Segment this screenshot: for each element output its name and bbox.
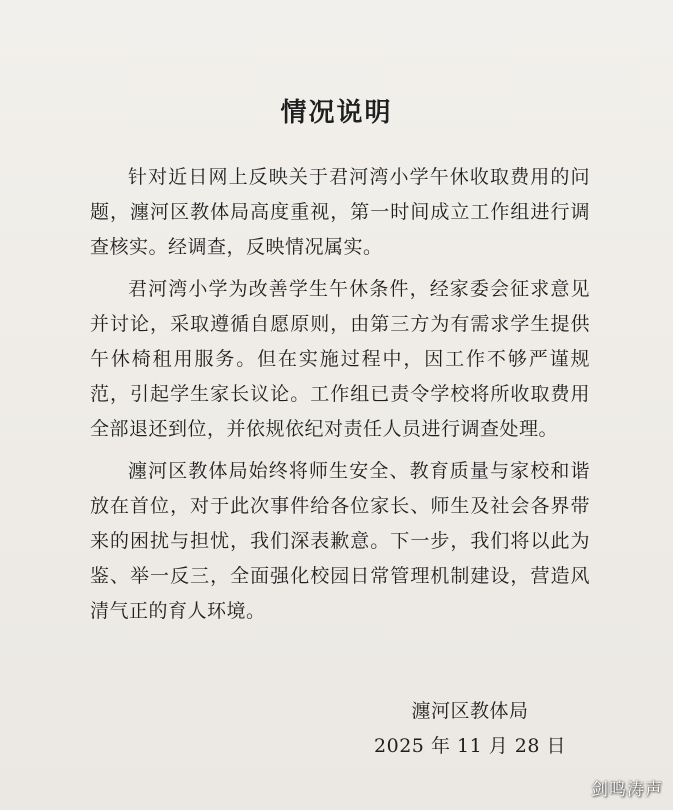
signature-organization: 瀍河区教体局 — [411, 700, 529, 722]
watermark-text: 剑鸣涛声 — [591, 780, 663, 800]
paragraph-1: 针对近日网上反映关于君河湾小学午休收取费用的问题，瀍河区教体局高度重视，第一时间成立工作组进行调查核实。经调查，反映情况属实。 — [90, 166, 590, 258]
signature-date: 2025 年 11 月 28 日 — [374, 735, 566, 757]
paragraph-3: 瀍河区教体局始终将师生安全、教育质量与家校和谐放在首位，对于此次事件给各位家长、师生及社会各界带来的困扰与担忧，我们深表歉意。下一步，我们将以此为鉴、举一反三，全面强化校园日常管理机制建设，营造风清气正的育人环境。 — [90, 460, 590, 622]
document-body — [90, 160, 590, 636]
paragraph-2: 君河湾小学为改善学生午休条件，经家委会征求意见并讨论，采取遵循自愿原则，由第三方为有需求学生提供午休椅租用服务。但在实施过程中，因工作不够严谨规范，引起学生家长议论。工作组已责令学校将所收取费用全部退还到位，并依规依纪对责任人员进行调查处理。 — [90, 278, 590, 440]
document-title: 情况说明 — [280, 98, 393, 128]
signature-block — [360, 694, 580, 764]
